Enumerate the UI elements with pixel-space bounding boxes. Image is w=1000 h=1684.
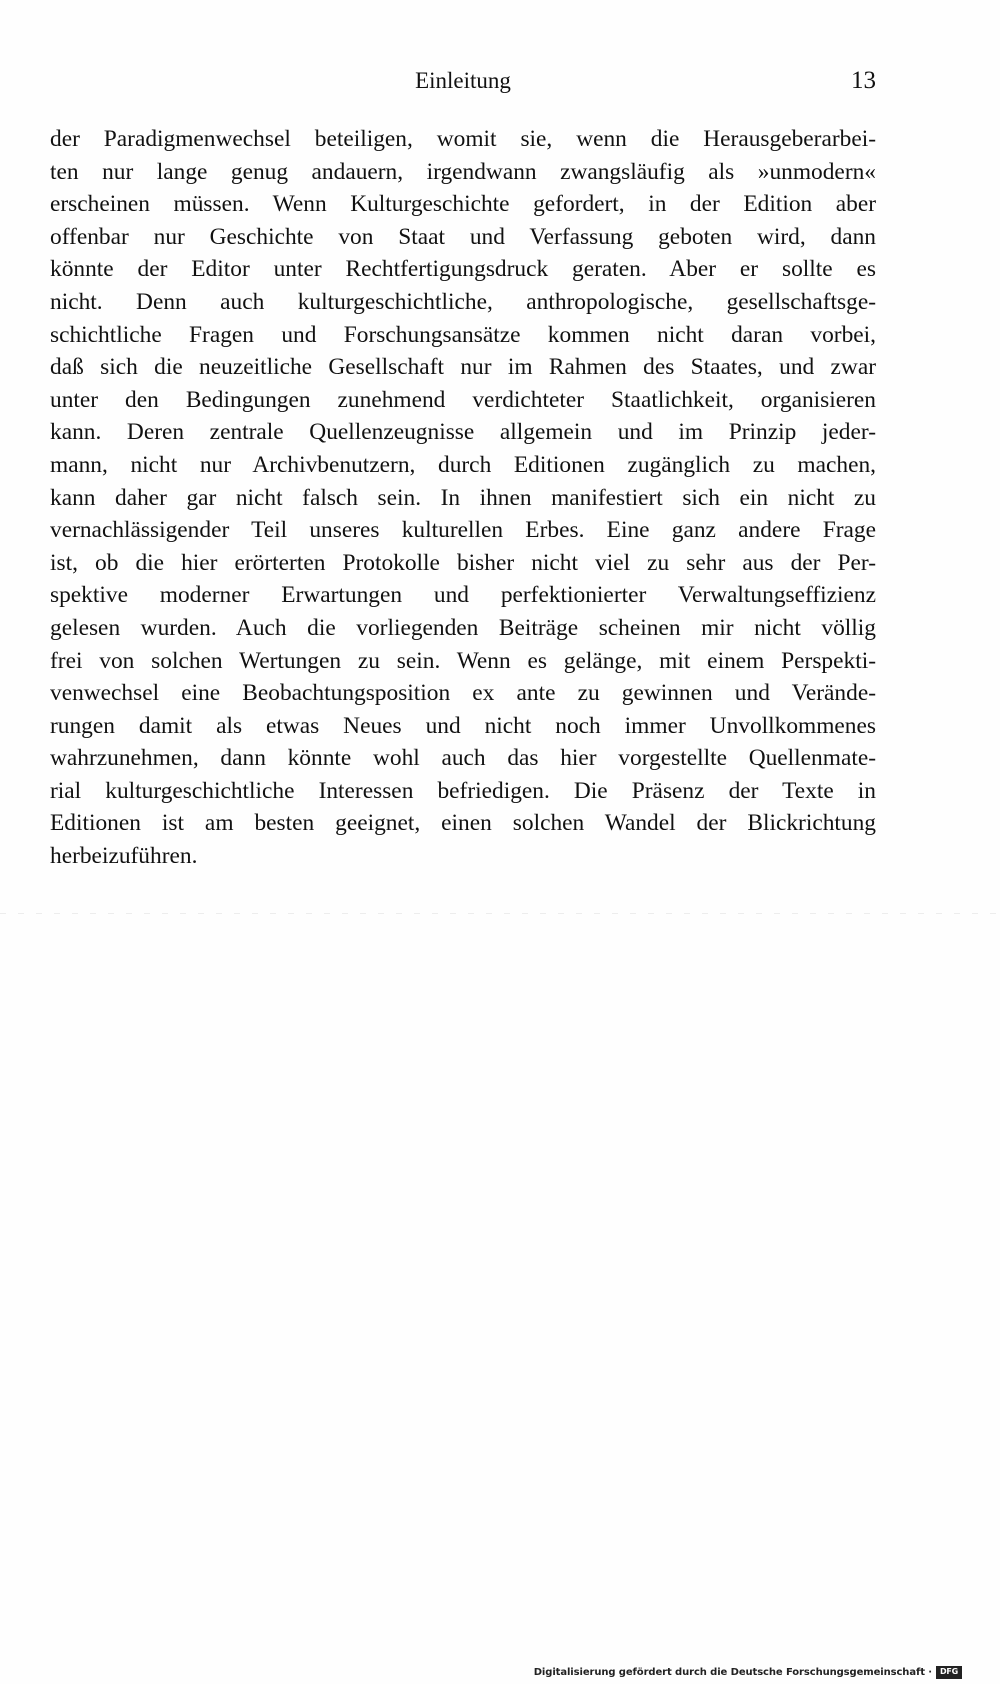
text-line: frei von solchen Wertungen zu sein. Wenn es gelänge, mit einem Perspekti-	[50, 647, 876, 674]
credit-text: Digitalisierung gefördert durch die Deutsche Forschungsgemeinschaft ·	[533, 1666, 932, 1678]
text-line: der Paradigmenwechsel beteiligen, womit sie, wenn die Herausgeberarbei-	[50, 126, 876, 152]
text-line: kann daher gar nicht falsch sein. In ihnen manifestiert sich ein nicht zu	[50, 484, 876, 511]
running-title: Einleitung	[415, 68, 511, 93]
text-line: ten nur lange genug andauern, irgendwann zwangsläufig als »unmodern«	[50, 158, 876, 185]
text-line: vernachlässigender Teil unseres kulturellen Erbes. Eine ganz andere Frage	[50, 517, 876, 544]
text-line: unter den Bedingungen zunehmend verdichteter Staatlichkeit, organisieren	[50, 386, 876, 413]
text-line: schichtliche Fragen und Forschungsansätze kommen nicht daran vorbei,	[50, 321, 876, 348]
text-line: daß sich die neuzeitliche Gesellschaft nur im Rahmen des Staates, und zwar	[50, 354, 876, 381]
text-line: könnte der Editor unter Rechtfertigungsdruck geraten. Aber er sollte es	[50, 256, 876, 283]
text-line: nicht. Denn auch kulturgeschichtliche, anthropologische, gesellschaftsge-	[50, 288, 876, 315]
dfg-logo-text: DFG	[939, 1667, 959, 1676]
running-header	[50, 66, 876, 100]
text-line: erscheinen müssen. Wenn Kulturgeschichte gefordert, in der Edition aber	[50, 191, 876, 218]
text-line: kann. Deren zentrale Quellenzeugnisse allgemein und im Prinzip jeder-	[50, 419, 876, 446]
text-line: venwechsel eine Beobachtungsposition ex ante zu gewinnen und Verände-	[50, 680, 876, 707]
text-line: wahrzunehmen, dann könnte wohl auch das hier vorgestellte Quellenmate-	[50, 745, 876, 772]
scan-artifact-line	[0, 913, 1000, 914]
text-line: Editionen ist am besten geeignet, einen solchen Wandel der Blickrichtung	[50, 810, 876, 837]
text-line: mann, nicht nur Archivbenutzern, durch Editionen zugänglich zu machen,	[50, 451, 876, 478]
digitization-credit	[534, 1664, 962, 1680]
body-paragraph	[50, 123, 876, 873]
text-line: gelesen wurden. Auch die vorliegenden Beiträge scheinen mir nicht völlig	[50, 614, 876, 641]
text-line: rial kulturgeschichtliche Interessen befriedigen. Die Präsenz der Texte in	[50, 777, 876, 804]
page-number: 13	[851, 67, 876, 94]
text-line: herbeizuführen.	[50, 843, 198, 870]
dfg-logo-icon	[936, 1666, 962, 1679]
text-line: spektive moderner Erwartungen und perfektionierter Verwaltungseffizienz	[50, 582, 876, 609]
text-line: ist, ob die hier erörterten Protokolle bisher nicht viel zu sehr aus der Per-	[50, 549, 876, 576]
text-line: rungen damit als etwas Neues und nicht noch immer Unvollkommenes	[50, 712, 876, 739]
text-line: offenbar nur Geschichte von Staat und Verfassung geboten wird, dann	[50, 223, 876, 250]
